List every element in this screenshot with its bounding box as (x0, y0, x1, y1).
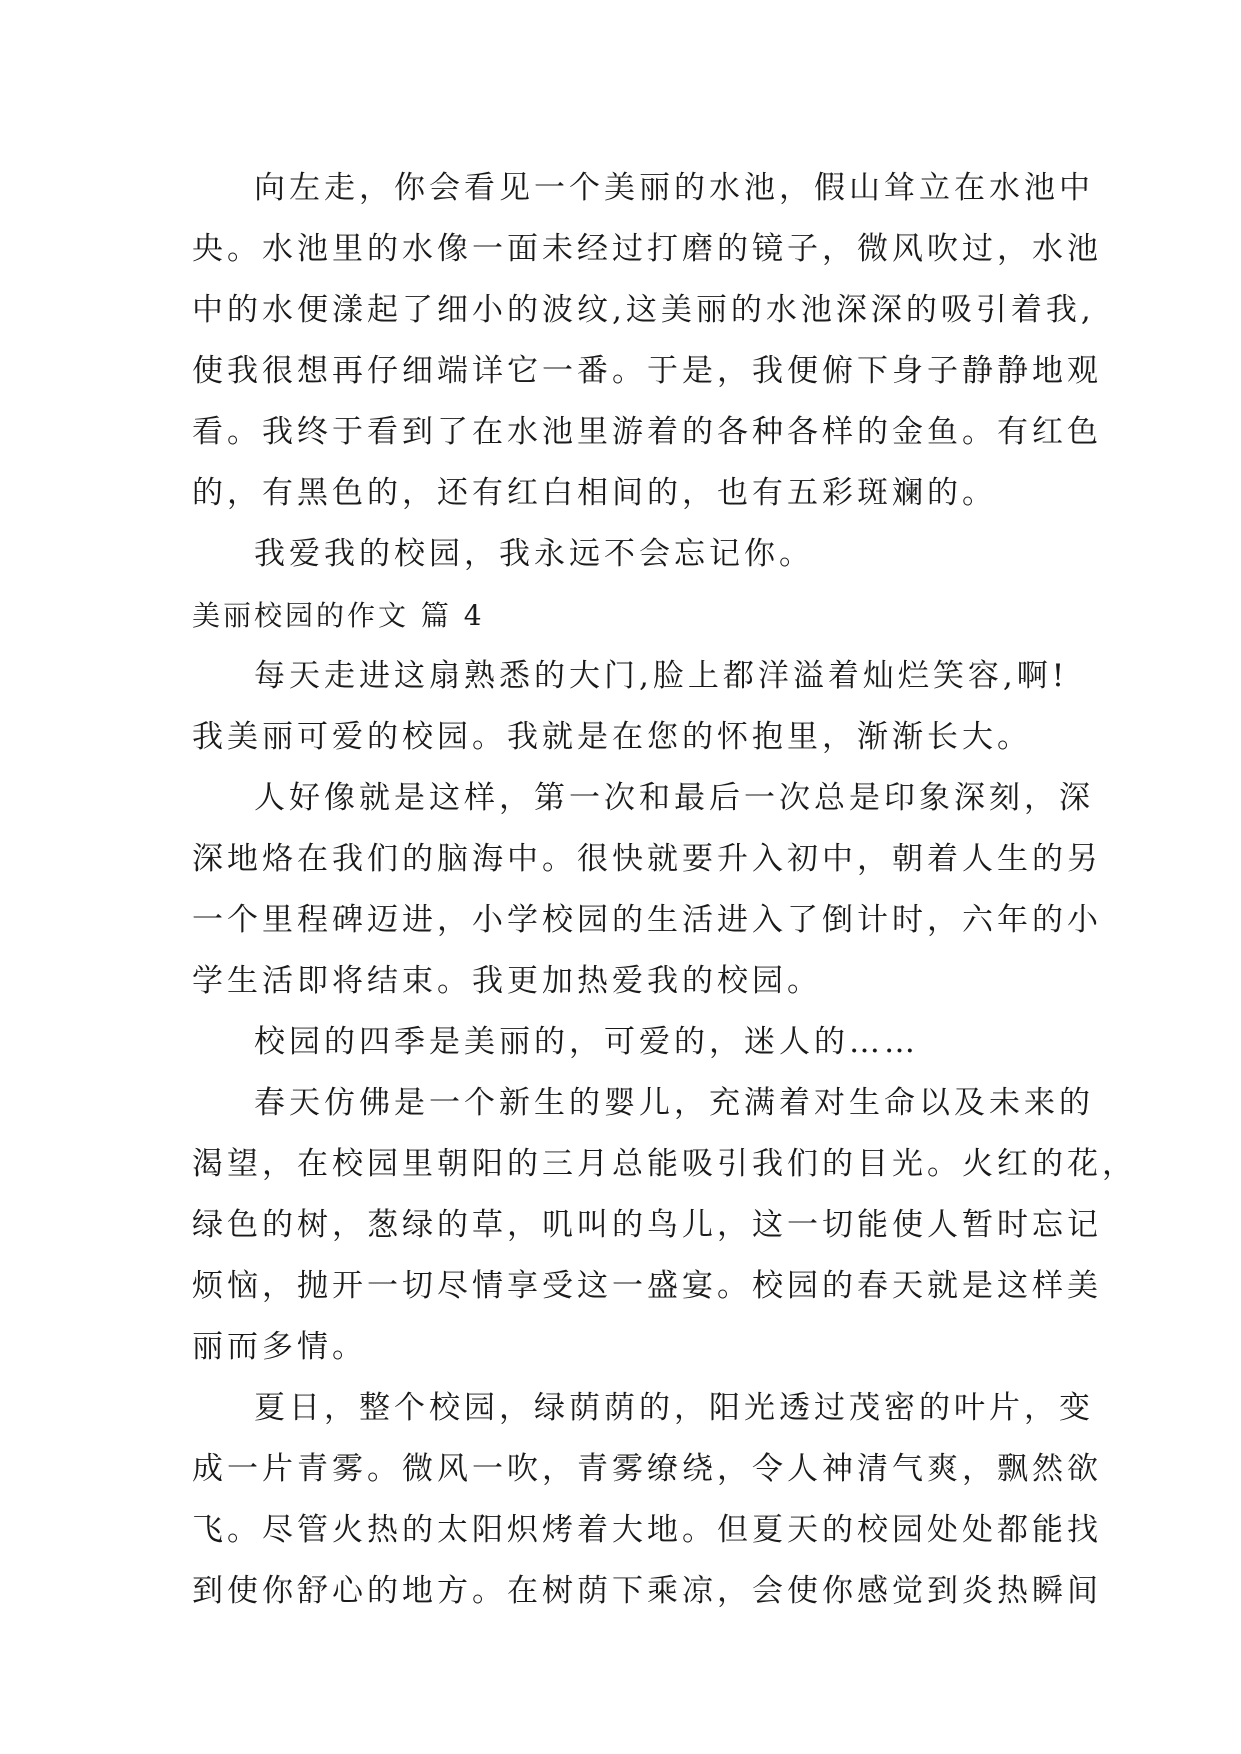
text-line: 中的水便漾起了细小的波纹,这美丽的水池深深的吸引着我, (192, 292, 1095, 328)
text-line: 飞。尽管火热的太阳炽烤着大地。但夏天的校园处处都能找 (192, 1512, 1102, 1548)
text-line: 我美丽可爱的校园。我就是在您的怀抱里，渐渐长大。 (192, 719, 1032, 755)
text-line: 人好像就是这样，第一次和最后一次总是印象深刻，深 (254, 780, 1094, 816)
text-line: 校园的四季是美丽的，可爱的，迷人的…… (254, 1024, 919, 1060)
text-line: 成一片青雾。微风一吹，青雾缭绕，令人神清气爽，飘然欲 (192, 1451, 1102, 1487)
text-line: 一个里程碑迈进，小学校园的生活进入了倒计时，六年的小 (192, 902, 1102, 938)
section-heading: 美丽校园的作文 篇 4 (192, 599, 485, 632)
text-line: 绿色的树，葱绿的草，叽叫的鸟儿，这一切能使人暂时忘记 (192, 1207, 1102, 1243)
text-line: 深地烙在我们的脑海中。很快就要升入初中，朝着人生的另 (192, 841, 1102, 877)
text-line: 夏日，整个校园，绿荫荫的，阳光透过茂密的叶片，变 (254, 1390, 1094, 1426)
document-body (192, 158, 1137, 1622)
text-line: 学生活即将结束。我更加热爱我的校园。 (192, 963, 822, 999)
text-line: 的，有黑色的，还有红白相间的，也有五彩斑斓的。 (192, 475, 997, 511)
text-line: 春天仿佛是一个新生的婴儿，充满着对生命以及未来的 (254, 1085, 1094, 1121)
text-line: 我爱我的校园，我永远不会忘记你。 (254, 536, 814, 572)
text-line: 向左走，你会看见一个美丽的水池，假山耸立在水池中 (254, 170, 1094, 206)
text-line: 到使你舒心的地方。在树荫下乘凉，会使你感觉到炎热瞬间 (192, 1573, 1102, 1609)
text-line: 烦恼，抛开一切尽情享受这一盛宴。校园的春天就是这样美 (192, 1268, 1102, 1304)
text-line: 每天走进这扇熟悉的大门,脸上都洋溢着灿烂笑容,啊! (254, 658, 1069, 694)
text-line: 丽而多情。 (192, 1329, 367, 1365)
text-line: 央。水池里的水像一面未经过打磨的镜子，微风吹过，水池 (192, 231, 1102, 267)
text-line: 渴望，在校园里朝阳的三月总能吸引我们的目光。火红的花， (192, 1146, 1137, 1182)
text-line: 看。我终于看到了在水池里游着的各种各样的金鱼。有红色 (192, 414, 1102, 450)
text-line: 使我很想再仔细端详它一番。于是，我便俯下身子静静地观 (192, 353, 1102, 389)
